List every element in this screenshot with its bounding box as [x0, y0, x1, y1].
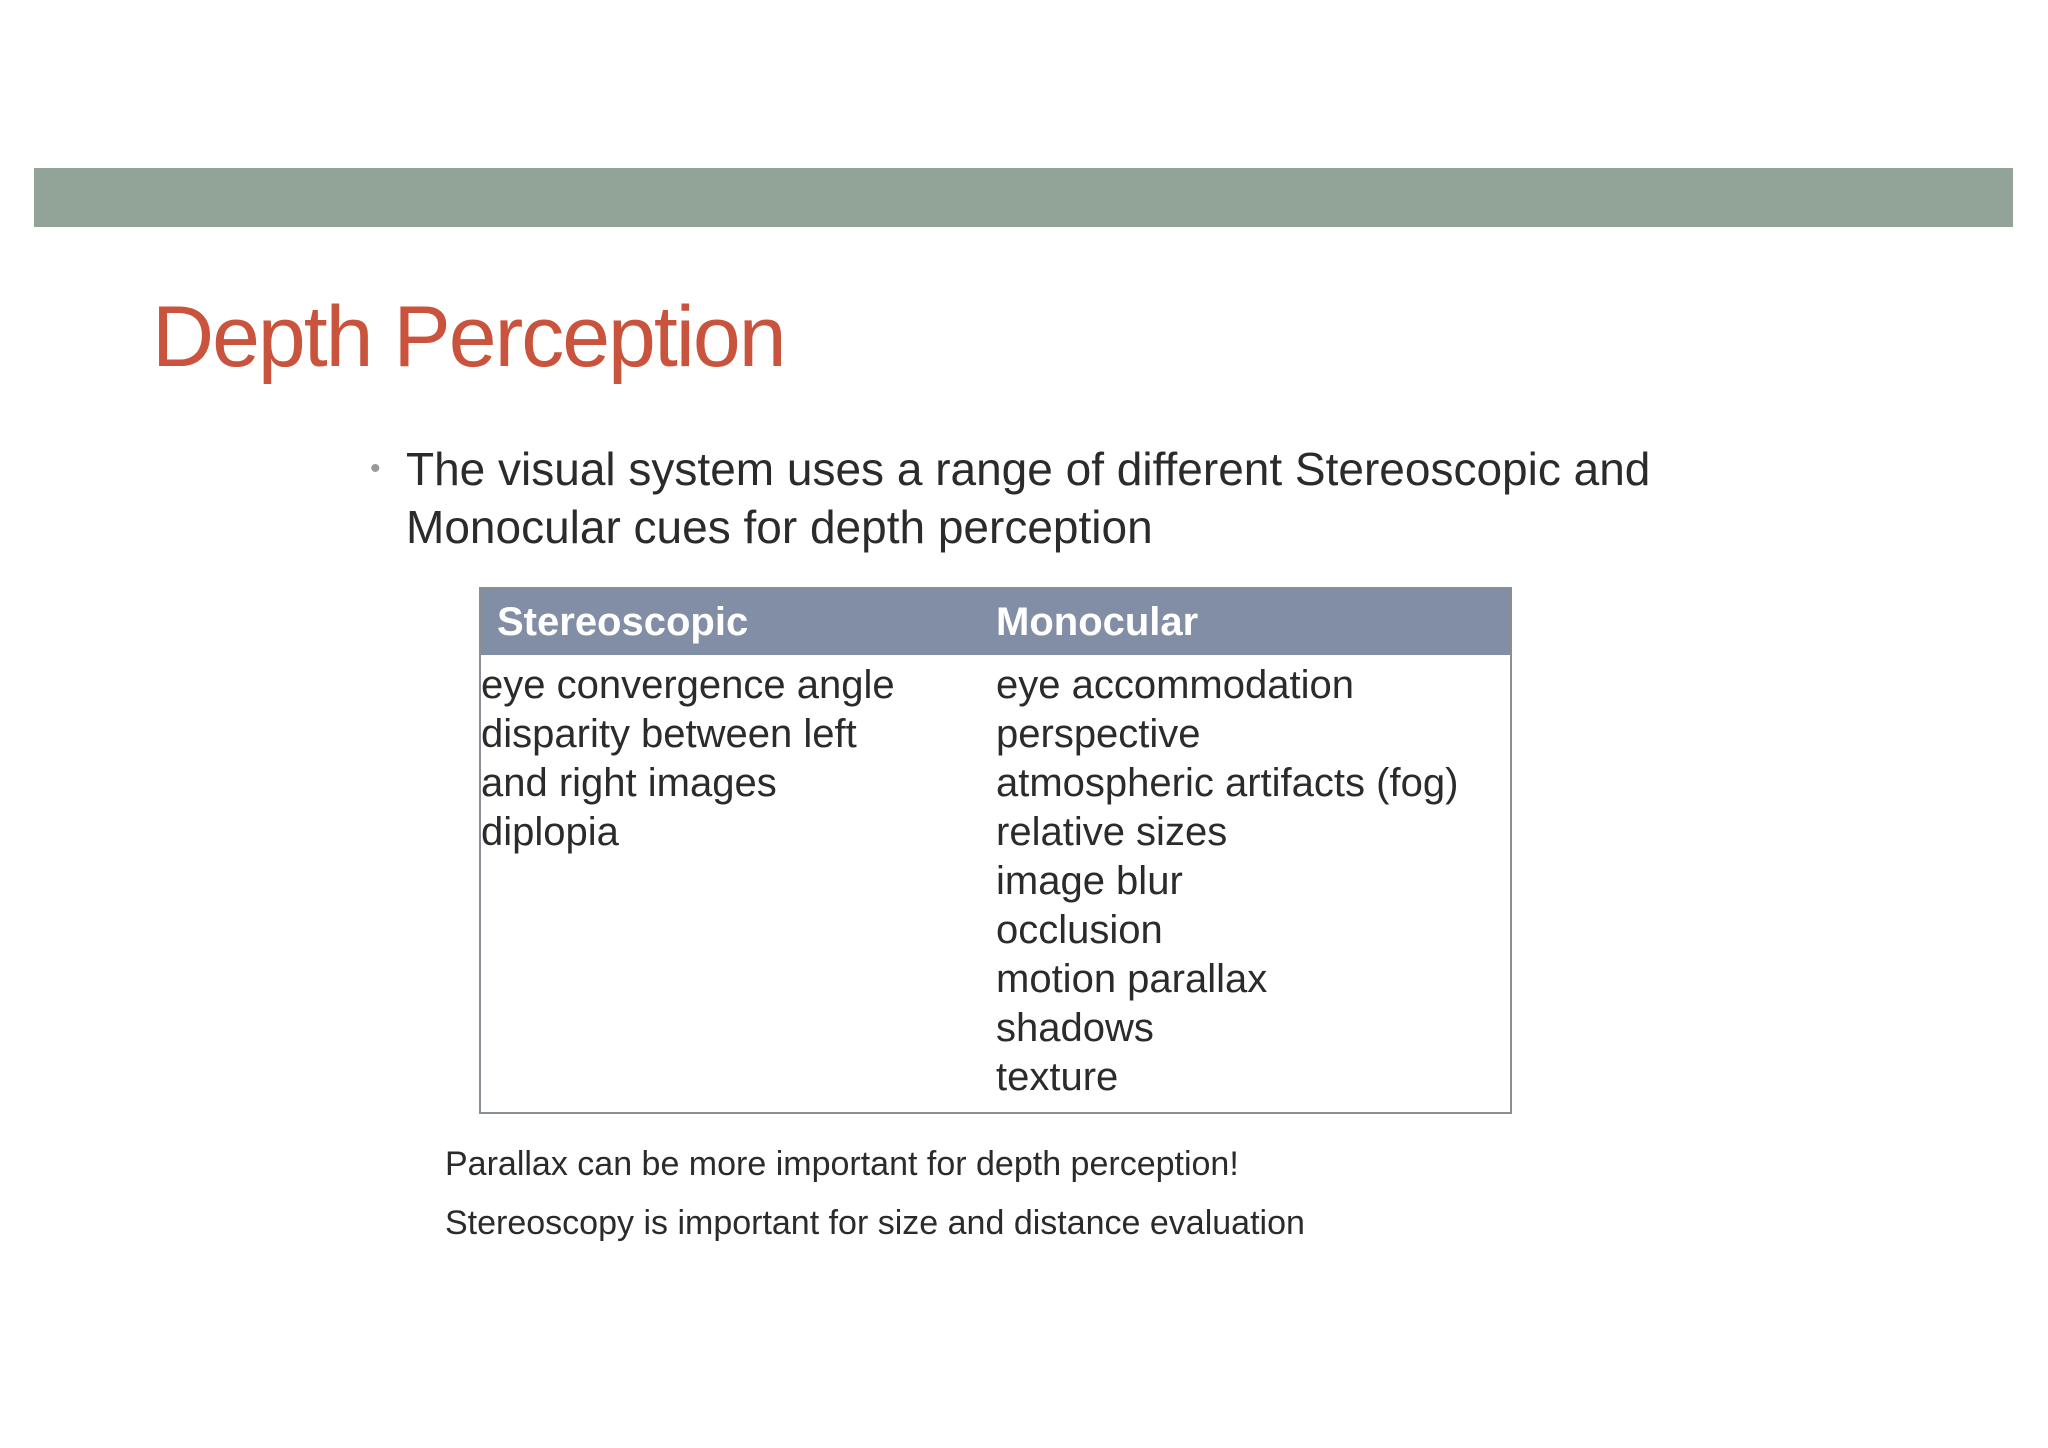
header-stereoscopic: Stereoscopic	[497, 599, 749, 644]
list-item: eye accommodation	[996, 663, 1354, 707]
list-item: disparity between left	[481, 712, 857, 756]
list-item: atmospheric artifacts (fog)	[996, 761, 1459, 805]
header-monocular: Monocular	[996, 599, 1199, 644]
list-item: diplopia	[481, 810, 619, 854]
bullet-dot-icon: •	[370, 452, 381, 485]
table-body	[481, 655, 1510, 1102]
top-banner-bar	[34, 168, 2013, 227]
list-item: relative sizes	[996, 810, 1228, 854]
list-item: shadows	[996, 1006, 1154, 1050]
list-item: motion parallax	[996, 957, 1268, 1001]
depth-cues-table	[479, 587, 1512, 1114]
note-parallax: Parallax can be more important for depth perception!	[445, 1145, 1239, 1183]
monocular-cue-list	[996, 661, 1510, 1102]
list-item: and right images	[481, 761, 777, 805]
slide-title: Depth Perception	[152, 289, 785, 385]
list-item: image blur	[996, 859, 1183, 903]
stereoscopic-cue-list	[481, 661, 996, 1102]
list-item: perspective	[996, 712, 1201, 756]
note-stereoscopy: Stereoscopy is important for size and distance evaluation	[445, 1204, 1305, 1242]
bullet-text: The visual system uses a range of different Stereoscopic and Monocular cues for depth perception	[406, 443, 1651, 553]
list-item: texture	[996, 1055, 1119, 1099]
table-header	[481, 589, 1510, 655]
list-item: eye convergence angle	[481, 663, 895, 707]
bullet-point	[370, 440, 1690, 556]
list-item: occlusion	[996, 908, 1163, 952]
